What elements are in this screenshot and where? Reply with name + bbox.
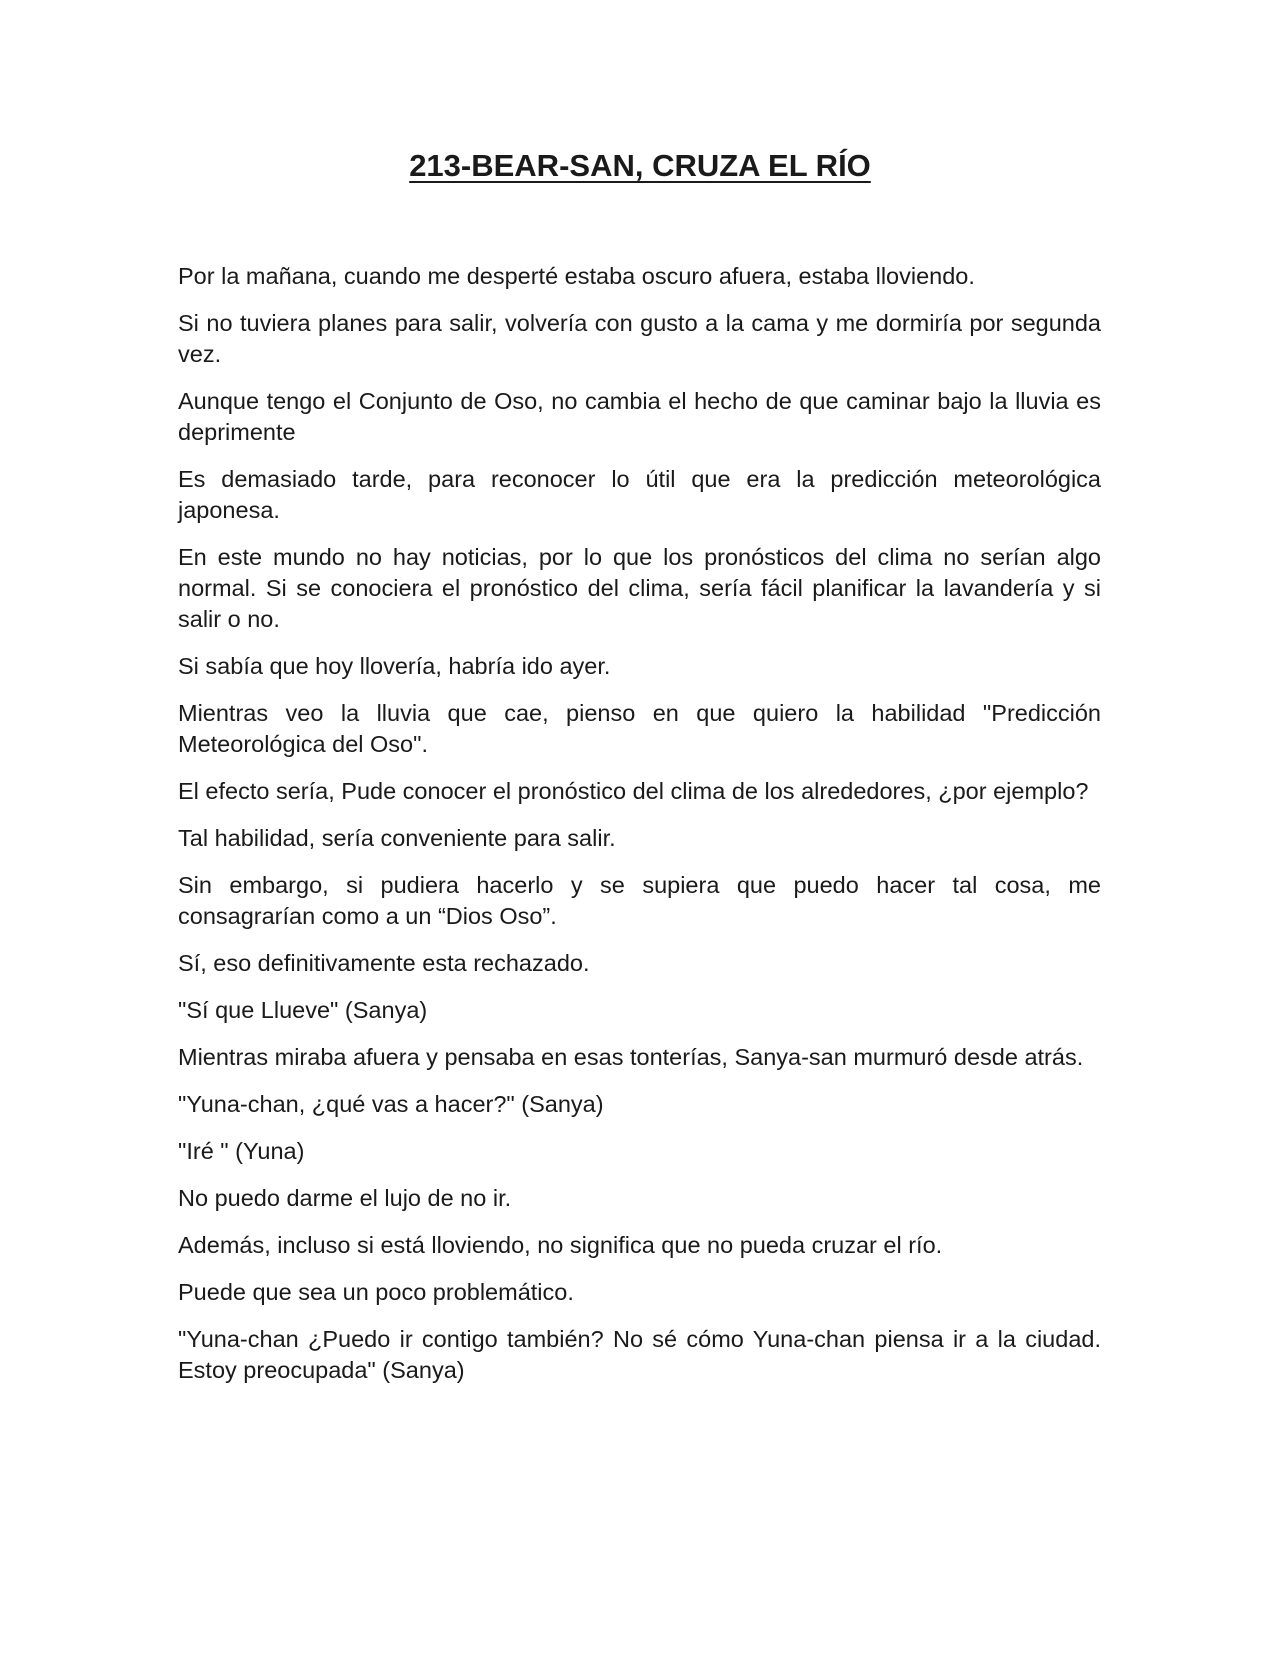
paragraph: Si sabía que hoy llovería, habría ido ayer. (178, 653, 611, 679)
paragraph: El efecto sería, Pude conocer el pronóstico del clima de los alrededores, ¿por ejemplo? (178, 778, 1089, 804)
paragraph: Mientras miraba afuera y pensaba en esas tonterías, Sanya-san murmuró desde atrás. (178, 1044, 1084, 1070)
paragraph: "Iré " (Yuna) (178, 1138, 305, 1164)
paragraph: Mientras veo la lluvia que cae, pienso en que quiero la habilidad "Predicción Meteorológica del Oso". (178, 700, 1101, 757)
paragraph: "Sí que Llueve" (Sanya) (178, 997, 428, 1023)
paragraph: Tal habilidad, sería conveniente para salir. (178, 825, 616, 851)
page-title: 213-BEAR-SAN, CRUZA EL RÍO (409, 148, 871, 183)
paragraph: Sí, eso definitivamente esta rechazado. (178, 950, 590, 976)
paragraph: "Yuna-chan ¿Puedo ir contigo también? No sé cómo Yuna-chan piensa ir a la ciudad. Estoy preocupada" (Sanya) (178, 1326, 1101, 1383)
paragraph: Puede que sea un poco problemático. (178, 1279, 574, 1305)
paragraph: Por la mañana, cuando me desperté estaba oscuro afuera, estaba lloviendo. (178, 263, 975, 289)
paragraph: "Yuna-chan, ¿qué vas a hacer?" (Sanya) (178, 1091, 604, 1117)
paragraph: Si no tuviera planes para salir, volvería con gusto a la cama y me dormiría por segunda vez. (178, 310, 1101, 367)
paragraph: No puedo darme el lujo de no ir. (178, 1185, 512, 1211)
paragraph: Aunque tengo el Conjunto de Oso, no cambia el hecho de que caminar bajo la lluvia es deprimente (178, 388, 1101, 445)
paragraph: Es demasiado tarde, para reconocer lo útil que era la predicción meteorológica japonesa. (178, 466, 1101, 523)
paragraph: En este mundo no hay noticias, por lo que los pronósticos del clima no serían algo normal. Si se conociera el pronóstico del clima, sería fácil planificar la lavandería y si salir o no. (178, 544, 1101, 632)
document-body (178, 261, 1101, 1402)
paragraph: Sin embargo, si pudiera hacerlo y se supiera que puedo hacer tal cosa, me consagrarían como a un “Dios Oso”. (178, 872, 1101, 929)
paragraph: Además, incluso si está lloviendo, no significa que no pueda cruzar el río. (178, 1232, 943, 1258)
